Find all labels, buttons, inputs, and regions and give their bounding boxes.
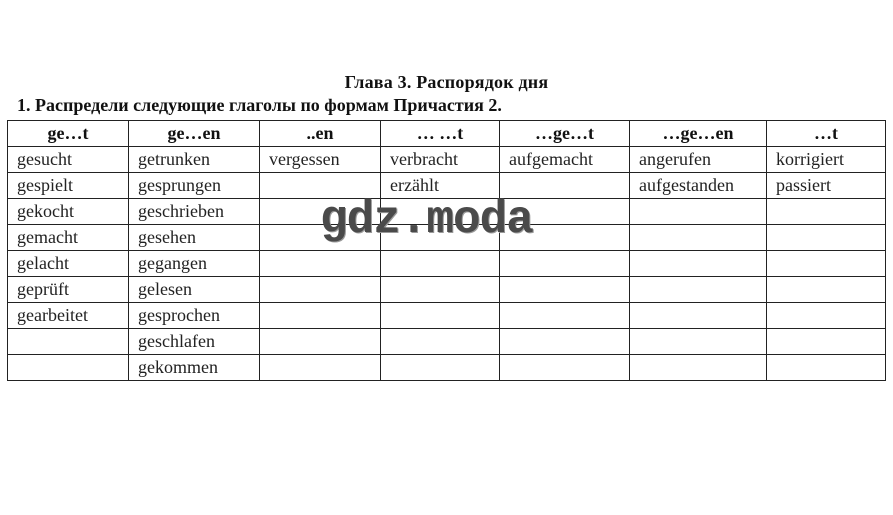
table-cell	[260, 251, 381, 277]
table-cell	[630, 225, 767, 251]
table-cell	[630, 303, 767, 329]
table-cell	[630, 355, 767, 381]
table-cell: passiert	[767, 173, 886, 199]
header-ge-t: ge…t	[8, 121, 129, 147]
table-cell: aufgestanden	[630, 173, 767, 199]
table-cell	[8, 355, 129, 381]
table-cell	[767, 251, 886, 277]
table-cell: korrigiert	[767, 147, 886, 173]
table-cell: gesprungen	[129, 173, 260, 199]
table-cell	[500, 277, 630, 303]
table-cell: aufgemacht	[500, 147, 630, 173]
table-cell	[260, 277, 381, 303]
table-cell: geprüft	[8, 277, 129, 303]
table-cell: vergessen	[260, 147, 381, 173]
table-header-row	[8, 121, 886, 147]
table-cell: getrunken	[129, 147, 260, 173]
table-cell	[260, 355, 381, 381]
table-cell: gespielt	[8, 173, 129, 199]
table-row	[8, 277, 886, 303]
chapter-title: Глава 3. Распорядок дня	[344, 72, 549, 92]
table-cell: gemacht	[8, 225, 129, 251]
header-ieren-t: …t	[767, 121, 886, 147]
table-cell	[260, 303, 381, 329]
table-cell	[630, 199, 767, 225]
table-cell	[767, 329, 886, 355]
table-cell	[767, 277, 886, 303]
table-cell	[767, 225, 886, 251]
table-cell: gearbeitet	[8, 303, 129, 329]
verb-table	[7, 120, 886, 381]
table-cell	[500, 303, 630, 329]
table-cell	[500, 251, 630, 277]
header-t: … …t	[381, 121, 500, 147]
table-row	[8, 303, 886, 329]
table-cell: geschrieben	[129, 199, 260, 225]
table-cell	[767, 199, 886, 225]
header-prefix-ge-en: …ge…en	[630, 121, 767, 147]
exercise-title: 1. Распредели следующие глаголы по формам Причастия 2.	[17, 95, 502, 115]
table-cell: gesehen	[129, 225, 260, 251]
table-cell: geschlafen	[129, 329, 260, 355]
table-cell	[630, 277, 767, 303]
table-cell	[381, 251, 500, 277]
table-cell: erzählt	[381, 173, 500, 199]
table-cell	[381, 303, 500, 329]
table-cell: gekocht	[8, 199, 129, 225]
watermark: gdz.moda	[320, 194, 533, 246]
table-cell	[8, 329, 129, 355]
header-en: ..en	[260, 121, 381, 147]
table-cell	[767, 303, 886, 329]
table-cell: gegangen	[129, 251, 260, 277]
table-row	[8, 147, 886, 173]
table-cell	[500, 329, 630, 355]
table-cell: gesucht	[8, 147, 129, 173]
table-cell	[630, 251, 767, 277]
table-cell	[381, 355, 500, 381]
table-row	[8, 355, 886, 381]
table-row	[8, 251, 886, 277]
table-cell	[381, 277, 500, 303]
table-cell	[767, 355, 886, 381]
header-prefix-ge-t: …ge…t	[500, 121, 630, 147]
table-row	[8, 329, 886, 355]
table-cell: gelesen	[129, 277, 260, 303]
table-cell	[500, 355, 630, 381]
table-cell: gesprochen	[129, 303, 260, 329]
table-cell: verbracht	[381, 147, 500, 173]
table-cell: gelacht	[8, 251, 129, 277]
table-cell: gekommen	[129, 355, 260, 381]
table-cell	[381, 329, 500, 355]
table-cell: angerufen	[630, 147, 767, 173]
table-cell	[630, 329, 767, 355]
table-cell	[260, 329, 381, 355]
header-ge-en: ge…en	[129, 121, 260, 147]
